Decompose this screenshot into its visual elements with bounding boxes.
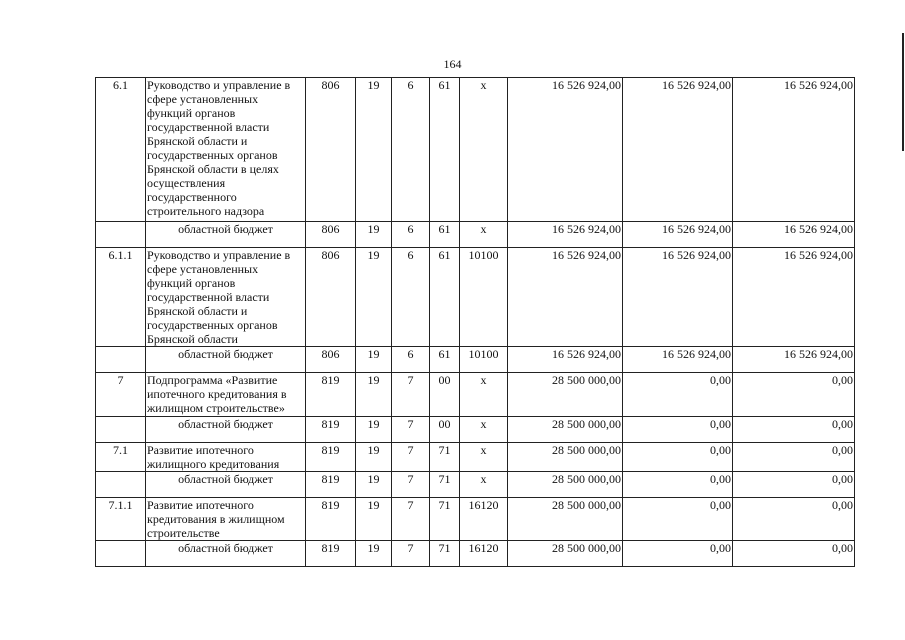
amount-year1-cell: 28 500 000,00 xyxy=(508,417,623,443)
row-number-cell xyxy=(96,472,146,498)
code-main-event-cell: 61 xyxy=(430,248,460,347)
amount-year1-cell: 28 500 000,00 xyxy=(508,443,623,472)
code-direction-cell: 10100 xyxy=(460,347,508,373)
code-direction-cell: х xyxy=(460,222,508,248)
row-number-cell: 7.1.1 xyxy=(96,498,146,541)
code-subprogram-cell: 6 xyxy=(392,222,430,248)
amount-year3-cell: 0,00 xyxy=(733,417,855,443)
row-name-cell: областной бюджет xyxy=(146,222,306,248)
code-grbs-cell: 819 xyxy=(306,417,356,443)
row-number-cell: 6.1 xyxy=(96,78,146,222)
code-main-event-cell: 61 xyxy=(430,347,460,373)
code-grbs-cell: 819 xyxy=(306,498,356,541)
amount-year1-cell: 28 500 000,00 xyxy=(508,472,623,498)
code-subprogram-cell: 6 xyxy=(392,78,430,222)
amount-year3-cell: 0,00 xyxy=(733,472,855,498)
amount-year1-cell: 16 526 924,00 xyxy=(508,248,623,347)
code-program-cell: 19 xyxy=(356,373,392,417)
code-grbs-cell: 806 xyxy=(306,222,356,248)
code-direction-cell: 10100 xyxy=(460,248,508,347)
table-row xyxy=(96,498,855,541)
amount-year1-cell: 28 500 000,00 xyxy=(508,373,623,417)
row-name-cell: областной бюджет xyxy=(146,472,306,498)
amount-year2-cell: 0,00 xyxy=(623,417,733,443)
code-program-cell: 19 xyxy=(356,222,392,248)
budget-table xyxy=(95,77,855,567)
row-number-cell xyxy=(96,347,146,373)
amount-year3-cell: 0,00 xyxy=(733,443,855,472)
amount-year1-cell: 28 500 000,00 xyxy=(508,498,623,541)
code-program-cell: 19 xyxy=(356,498,392,541)
row-number-cell: 7 xyxy=(96,373,146,417)
code-direction-cell: х xyxy=(460,78,508,222)
code-grbs-cell: 806 xyxy=(306,347,356,373)
code-subprogram-cell: 7 xyxy=(392,498,430,541)
row-name-cell: Развитие ипотечного жилищного кредитования xyxy=(146,443,306,472)
scan-edge-mark xyxy=(902,33,904,151)
code-grbs-cell: 819 xyxy=(306,541,356,567)
code-main-event-cell: 71 xyxy=(430,541,460,567)
code-main-event-cell: 00 xyxy=(430,373,460,417)
row-name-cell: областной бюджет xyxy=(146,347,306,373)
amount-year1-cell: 28 500 000,00 xyxy=(508,541,623,567)
page-number: 164 xyxy=(443,57,462,71)
amount-year1-cell: 16 526 924,00 xyxy=(508,78,623,222)
code-grbs-cell: 819 xyxy=(306,373,356,417)
amount-year2-cell: 16 526 924,00 xyxy=(623,347,733,373)
code-subprogram-cell: 7 xyxy=(392,541,430,567)
code-main-event-cell: 71 xyxy=(430,443,460,472)
amount-year3-cell: 0,00 xyxy=(733,541,855,567)
code-program-cell: 19 xyxy=(356,443,392,472)
code-direction-cell: 16120 xyxy=(460,498,508,541)
code-direction-cell: х xyxy=(460,472,508,498)
row-name-cell: Руководство и управление в сфере установленных функций органов государственной власти Брянской области и государственных органов Брянской области xyxy=(146,248,306,347)
code-main-event-cell: 61 xyxy=(430,78,460,222)
row-number-cell xyxy=(96,222,146,248)
row-number-cell xyxy=(96,417,146,443)
amount-year3-cell: 16 526 924,00 xyxy=(733,347,855,373)
row-name-cell: областной бюджет xyxy=(146,541,306,567)
table-row xyxy=(96,443,855,472)
table-row xyxy=(96,248,855,347)
amount-year1-cell: 16 526 924,00 xyxy=(508,222,623,248)
amount-year2-cell: 0,00 xyxy=(623,443,733,472)
code-main-event-cell: 00 xyxy=(430,417,460,443)
code-main-event-cell: 71 xyxy=(430,472,460,498)
amount-year3-cell: 0,00 xyxy=(733,373,855,417)
code-main-event-cell: 61 xyxy=(430,222,460,248)
code-subprogram-cell: 7 xyxy=(392,373,430,417)
code-grbs-cell: 806 xyxy=(306,248,356,347)
row-name-cell: Развитие ипотечного кредитования в жилищном строительстве xyxy=(146,498,306,541)
code-subprogram-cell: 6 xyxy=(392,248,430,347)
amount-year2-cell: 0,00 xyxy=(623,472,733,498)
amount-year2-cell: 16 526 924,00 xyxy=(623,78,733,222)
code-program-cell: 19 xyxy=(356,347,392,373)
code-grbs-cell: 806 xyxy=(306,78,356,222)
amount-year3-cell: 0,00 xyxy=(733,498,855,541)
table-row xyxy=(96,222,855,248)
table-row xyxy=(96,472,855,498)
amount-year3-cell: 16 526 924,00 xyxy=(733,222,855,248)
amount-year1-cell: 16 526 924,00 xyxy=(508,347,623,373)
code-direction-cell: 16120 xyxy=(460,541,508,567)
code-program-cell: 19 xyxy=(356,541,392,567)
code-direction-cell: х xyxy=(460,373,508,417)
table-row xyxy=(96,347,855,373)
amount-year3-cell: 16 526 924,00 xyxy=(733,78,855,222)
code-program-cell: 19 xyxy=(356,417,392,443)
code-direction-cell: х xyxy=(460,417,508,443)
row-name-cell: Подпрограмма «Развитие ипотечного кредитования в жилищном строительстве» xyxy=(146,373,306,417)
code-grbs-cell: 819 xyxy=(306,472,356,498)
row-number-cell: 7.1 xyxy=(96,443,146,472)
table-body xyxy=(96,78,855,567)
amount-year2-cell: 0,00 xyxy=(623,498,733,541)
amount-year2-cell: 16 526 924,00 xyxy=(623,248,733,347)
row-name-cell: Руководство и управление в сфере установленных функций органов государственной власти Брянской области и государственных органов Брянской области в целях осуществления государственного строительного надзора xyxy=(146,78,306,222)
code-main-event-cell: 71 xyxy=(430,498,460,541)
amount-year2-cell: 0,00 xyxy=(623,541,733,567)
amount-year2-cell: 0,00 xyxy=(623,373,733,417)
row-name-cell: областной бюджет xyxy=(146,417,306,443)
row-number-cell: 6.1.1 xyxy=(96,248,146,347)
table-row xyxy=(96,541,855,567)
amount-year2-cell: 16 526 924,00 xyxy=(623,222,733,248)
code-direction-cell: х xyxy=(460,443,508,472)
code-grbs-cell: 819 xyxy=(306,443,356,472)
row-number-cell xyxy=(96,541,146,567)
table-row xyxy=(96,373,855,417)
code-subprogram-cell: 7 xyxy=(392,472,430,498)
table-row xyxy=(96,417,855,443)
table-row xyxy=(96,78,855,222)
code-program-cell: 19 xyxy=(356,78,392,222)
amount-year3-cell: 16 526 924,00 xyxy=(733,248,855,347)
code-subprogram-cell: 6 xyxy=(392,347,430,373)
code-program-cell: 19 xyxy=(356,472,392,498)
code-subprogram-cell: 7 xyxy=(392,443,430,472)
code-program-cell: 19 xyxy=(356,248,392,347)
code-subprogram-cell: 7 xyxy=(392,417,430,443)
